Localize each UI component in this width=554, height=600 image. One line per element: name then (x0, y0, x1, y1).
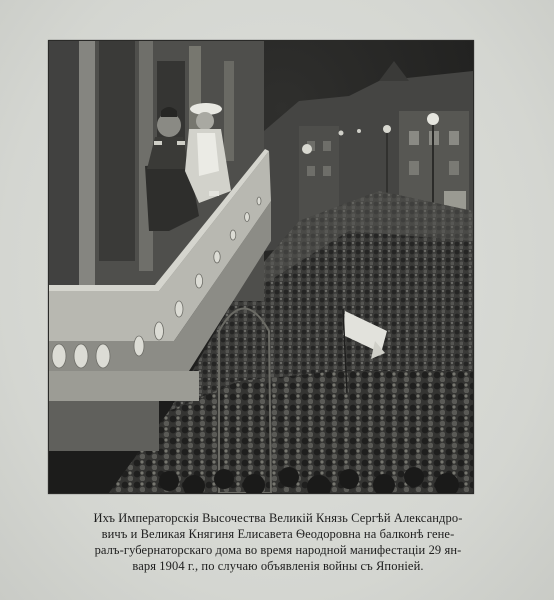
engraving-illustration (48, 40, 474, 494)
caption-line-4: варя 1904 г., по случаю объявленія войны съ Японіей. (132, 559, 424, 573)
caption-line-3: ралъ-губернаторскаго дома во время народной манифестаціи 29 ян- (94, 543, 462, 557)
illustration-caption (28, 510, 528, 574)
caption-line-1: Ихъ Императорскія Высочества Великій Князь Сергѣй Александро- (93, 511, 463, 525)
caption-line-2: вичъ и Великая Княгиня Елисавета Ѳеодоровна на балконѣ гене- (101, 527, 455, 541)
